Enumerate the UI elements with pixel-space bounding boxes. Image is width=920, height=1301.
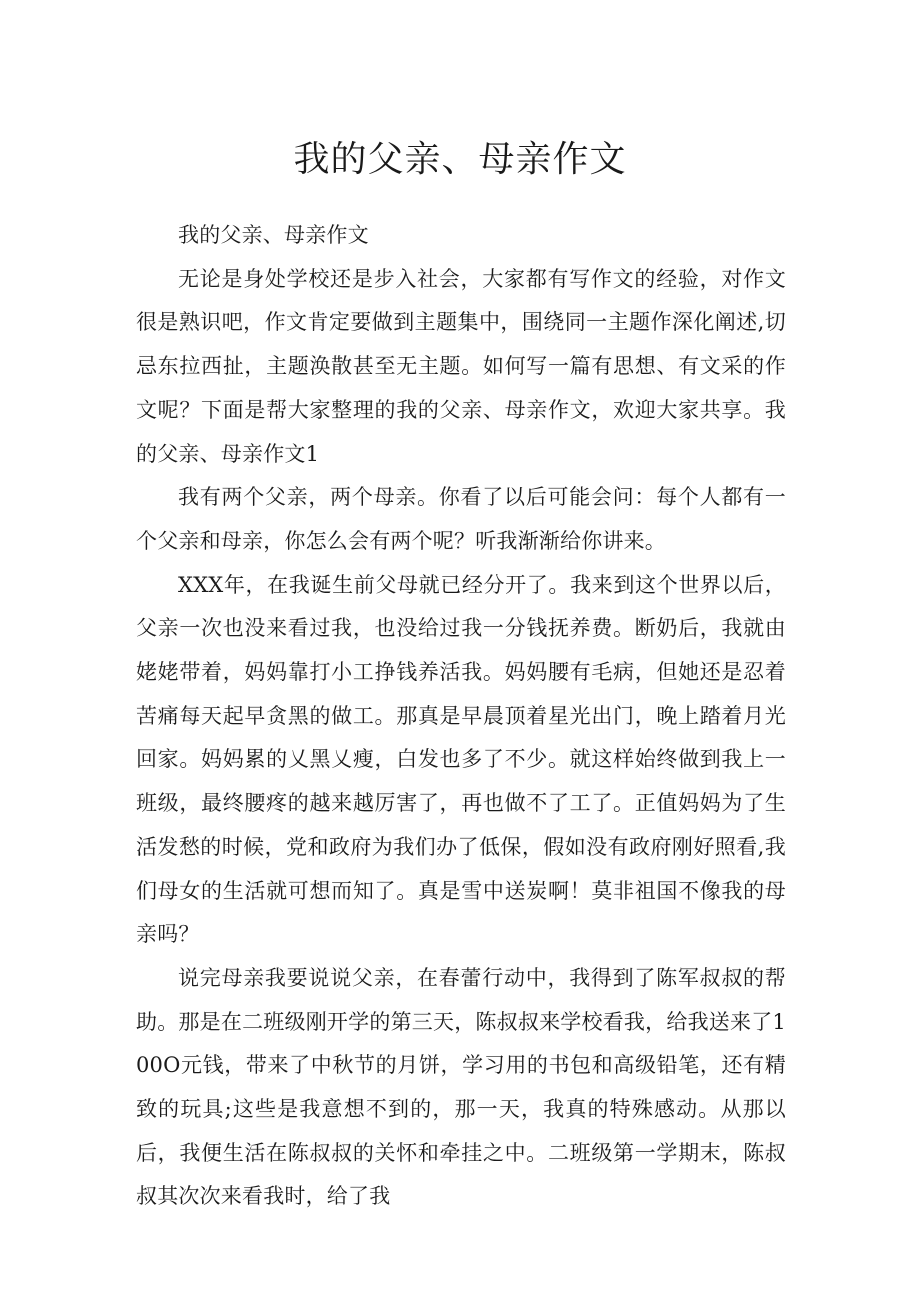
- subtitle-paragraph: 我的父亲、母亲作文: [178, 223, 369, 247]
- body-paragraph: XXX年，在我诞生前父母就已经分开了。我来到这个世界以后，父亲一次也没来看过我，也没给过我一分钱抚养费。断奶后，我就由姥姥带着，妈妈靠打小工挣钱养活我。妈妈腰有毛病，但她还是忍着苦痛每天起早贪黑的做工。那真是早晨顶着星光出门，晚上踏着月光回家。妈妈累的乂黑乂瘦，白发也多了不少。就这样始终做到我上一班级，最终腰疼的越来越厉害了，再也做不了工了。正值妈妈为了生活发愁的时候，党和政府为我们办了低保，假如没有政府刚好照看,我们母女的生活就可想而知了。真是雪中送炭啊！莫非祖国不像我的母亲吗？: [136, 572, 786, 947]
- body-paragraph: 说完母亲我要说说父亲，在春蕾行动中，我得到了陈军叔叔的帮助。那是在二班级刚开学的第三天，陈叔叔来学校看我，给我送来了100O元钱，带来了中秋节的月饼，学习用的书包和高级铅笔，还有精致的玩具;这些是我意想不到的，那一天，我真的特殊感动。从那以后，我便生活在陈叔叔的关怀和牵挂之中。二班级第一学期末，陈叔叔其次次来看我时，给了我: [136, 965, 786, 1209]
- document-title: 我的父亲、母亲作文: [293, 139, 627, 180]
- document-body: [136, 214, 786, 1219]
- intro-paragraph: 无论是身处学校还是步入社会，大家都有写作文的经验，对作文很是熟识吧，作文肯定要做到主题集中，围绕同一主题作深化阐述,切忌东拉西扯，主题涣散甚至无主题。如何写一篇有思想、有文采的作文呢？下面是帮大家整理的我的父亲、母亲作文，欢迎大家共享。我的父亲、母亲作文1: [136, 266, 786, 466]
- body-paragraph: 我有两个父亲，两个母亲。你看了以后可能会问：每个人都有一个父亲和母亲，你怎么会有两个呢？听我渐渐给你讲来。: [136, 485, 786, 553]
